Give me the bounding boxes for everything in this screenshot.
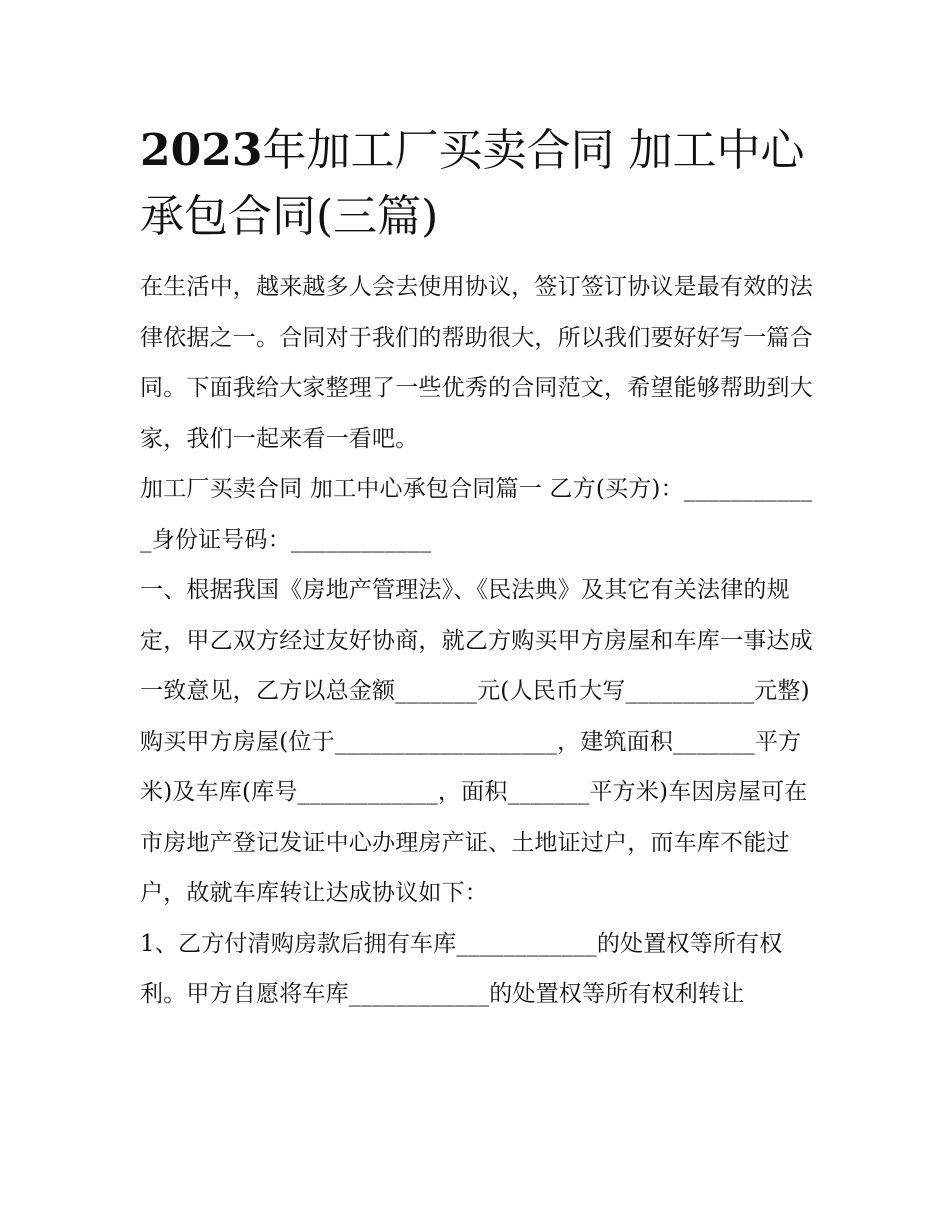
contract-heading-paragraph: 加工厂买卖合同 加工中心承包合同篇一 乙方(买方)：____________身份证号码：____________ bbox=[140, 476, 813, 553]
title-year: 2023 bbox=[140, 125, 263, 176]
clause-item-1-paragraph: 1、乙方付清购房款后拥有车库____________的处置权等所有权利。甲方自愿将车库____________的处置权等所有权利转让 bbox=[140, 930, 783, 1007]
document-body bbox=[140, 118, 815, 1020]
intro-paragraph: 在生活中，越来越多人会去使用协议，签订签订协议是最有效的法律依据之一。合同对于我们的帮助很大，所以我们要好好写一篇合同。下面我给大家整理了一些优秀的合同范文，希望能够帮助到大家，我们一起来看一看吧。 bbox=[140, 274, 813, 452]
document-title bbox=[140, 118, 815, 250]
clause-one-paragraph: 一、根据我国《房地产管理法》、《民法典》及其它有关法律的规定，甲乙双方经过友好协商，就乙方购买甲方房屋和车库一事达成一致意见，乙方以总金额_______元(人民币大写___________元整)购买甲方房屋(位于___________________，建筑面积_______平方米)及车库(库号____________，面积_______平方米)车因房屋可在市房地产登记发证中心办理房产证、土地证过户，而车库不能过户，故就车库转让达成协议如下： bbox=[140, 577, 813, 906]
title-text: 年加工厂买卖合同 加工中心承包合同(三篇) bbox=[140, 125, 805, 242]
